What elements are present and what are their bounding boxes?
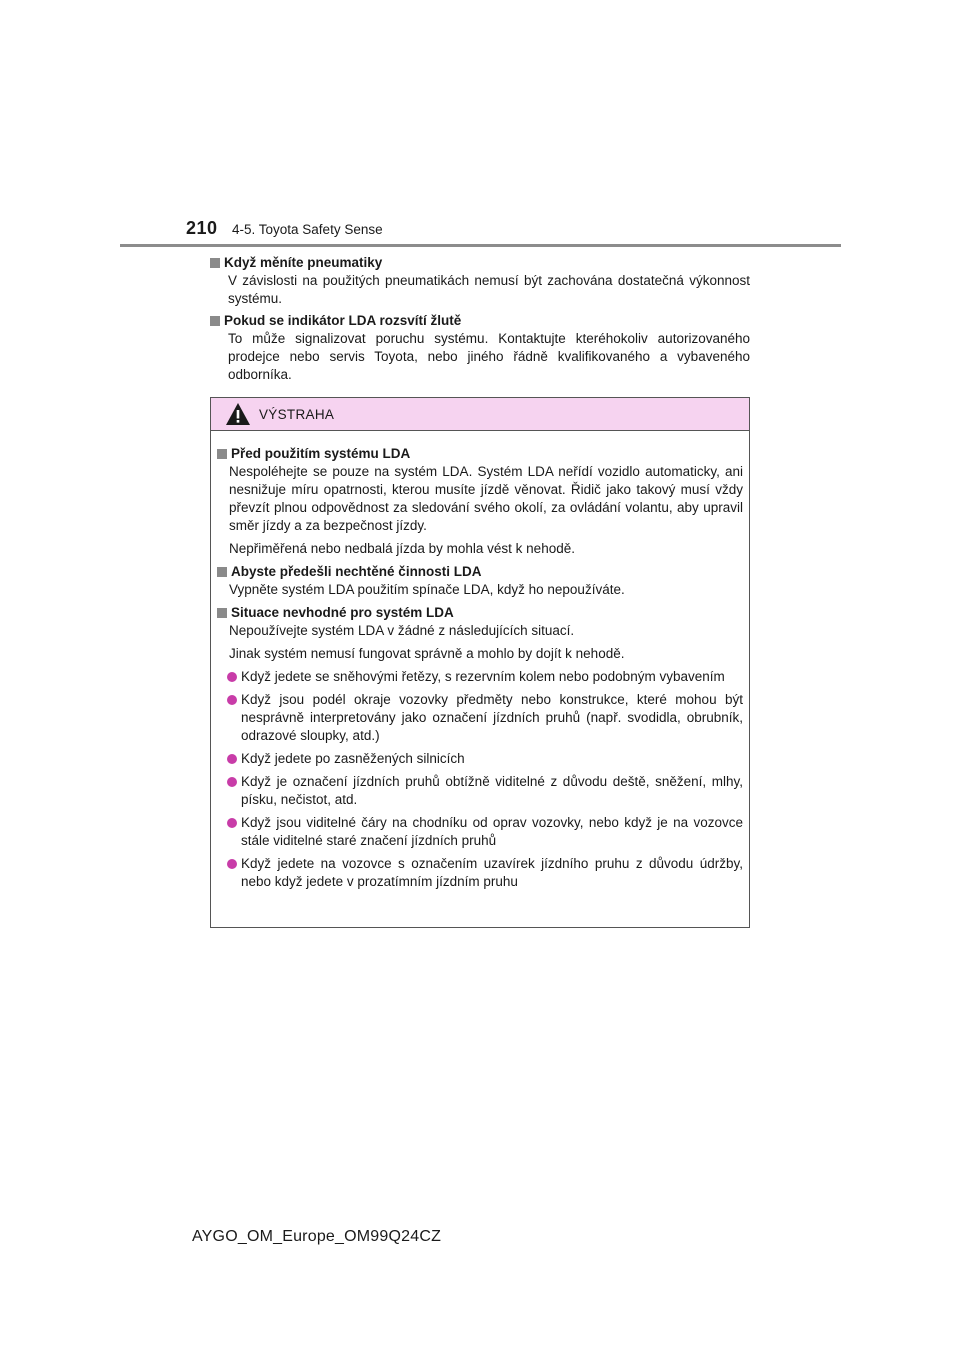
- circle-bullet-icon: [227, 818, 237, 828]
- circle-bullet-icon: [227, 754, 237, 764]
- warning-item-situations: [217, 604, 743, 891]
- warning-item-title: Situace nevhodné pro systém LDA: [231, 605, 454, 620]
- warning-body: [211, 431, 749, 891]
- square-bullet-icon: [210, 258, 220, 268]
- list-item: Když jsou podél okraje vozovky předměty nebo konstrukce, které mohou být nesprávně interpretovány jako označení jízdních pruhů (např. svodidla, obrubník, odrazové sloupky, atd.): [227, 691, 743, 745]
- circle-bullet-icon: [227, 859, 237, 869]
- info-item-tires: [210, 254, 750, 308]
- list-item: Když jedete se sněhovými řetězy, s rezervním kolem nebo podobným vybavením: [227, 668, 743, 686]
- circle-bullet-icon: [227, 695, 237, 705]
- page-number: 210: [186, 218, 218, 238]
- warning-header: [211, 398, 749, 431]
- warning-item-title: Před použitím systému LDA: [231, 446, 411, 461]
- warning-paragraph: Nepoužívejte systém LDA v žádné z následujících situací.: [229, 623, 575, 638]
- list-item: Když jedete po zasněžených silnicích: [227, 750, 743, 768]
- warning-item-before-use: [217, 445, 743, 558]
- circle-bullet-icon: [227, 672, 237, 682]
- circle-bullet-icon: [227, 777, 237, 787]
- item-title: Když měníte pneumatiky: [224, 255, 383, 270]
- document-code: AYGO_OM_Europe_OM99Q24CZ: [192, 1228, 442, 1245]
- warning-triangle-icon: [225, 402, 251, 426]
- warning-paragraph: Nespoléhejte se pouze na systém LDA. Systém LDA neřídí vozidlo automaticky, ani nesnižuje míru opatrnosti, kterou musíte jízdě věnovat. Řidič jako takový musí vždy převzít plnou odpovědnost za sledování svého okolí, za ovládání volantu, aby upravil směr jízdy a za bezpečnost jízdy.: [229, 464, 743, 533]
- info-item-indicator: [210, 312, 750, 384]
- item-title: Pokud se indikátor LDA rozsvítí žlutě: [224, 313, 462, 328]
- square-bullet-icon: [217, 567, 227, 577]
- warning-paragraph: Nepřiměřená nebo nedbalá jízda by mohla vést k nehodě.: [229, 541, 575, 556]
- list-item: Když jsou viditelné čáry na chodníku od oprav vozovky, nebo když je na vozovce stále viditelné staré značení jízdních pruhů: [227, 814, 743, 850]
- warning-item-title: Abyste předešli nechtěné činnosti LDA: [231, 564, 482, 579]
- square-bullet-icon: [217, 449, 227, 459]
- warning-item-prevent: [217, 563, 743, 599]
- item-body: To může signalizovat poruchu systému. Kontaktujte kteréhokoliv autorizovaného prodejce nebo servis Toyota, nebo jiného řádně kvalifikovaného a vybaveného odborníka.: [228, 331, 750, 382]
- header-rule: [120, 244, 841, 247]
- list-item: Když je označení jízdních pruhů obtížně viditelné z důvodu deště, sněžení, mlhy, písku, nečistot, atd.: [227, 773, 743, 809]
- list-item: Když jedete na vozovce s označením uzavírek jízdního pruhu z důvodu údržby, nebo když jedete v prozatímním jízdním pruhu: [227, 855, 743, 891]
- item-body: V závislosti na použitých pneumatikách nemusí být zachována dostatečná výkonnost systému.: [228, 273, 750, 306]
- warning-paragraph: Jinak systém nemusí fungovat správně a mohlo by dojít k nehodě.: [229, 646, 625, 661]
- main-content: [210, 254, 750, 388]
- warning-label: VÝSTRAHA: [259, 406, 335, 422]
- section-title: 4-5. Toyota Safety Sense: [232, 222, 383, 237]
- warning-paragraph: Vypněte systém LDA použitím spínače LDA, když ho nepoužíváte.: [229, 582, 625, 597]
- square-bullet-icon: [217, 608, 227, 618]
- square-bullet-icon: [210, 316, 220, 326]
- warning-box: [210, 397, 750, 928]
